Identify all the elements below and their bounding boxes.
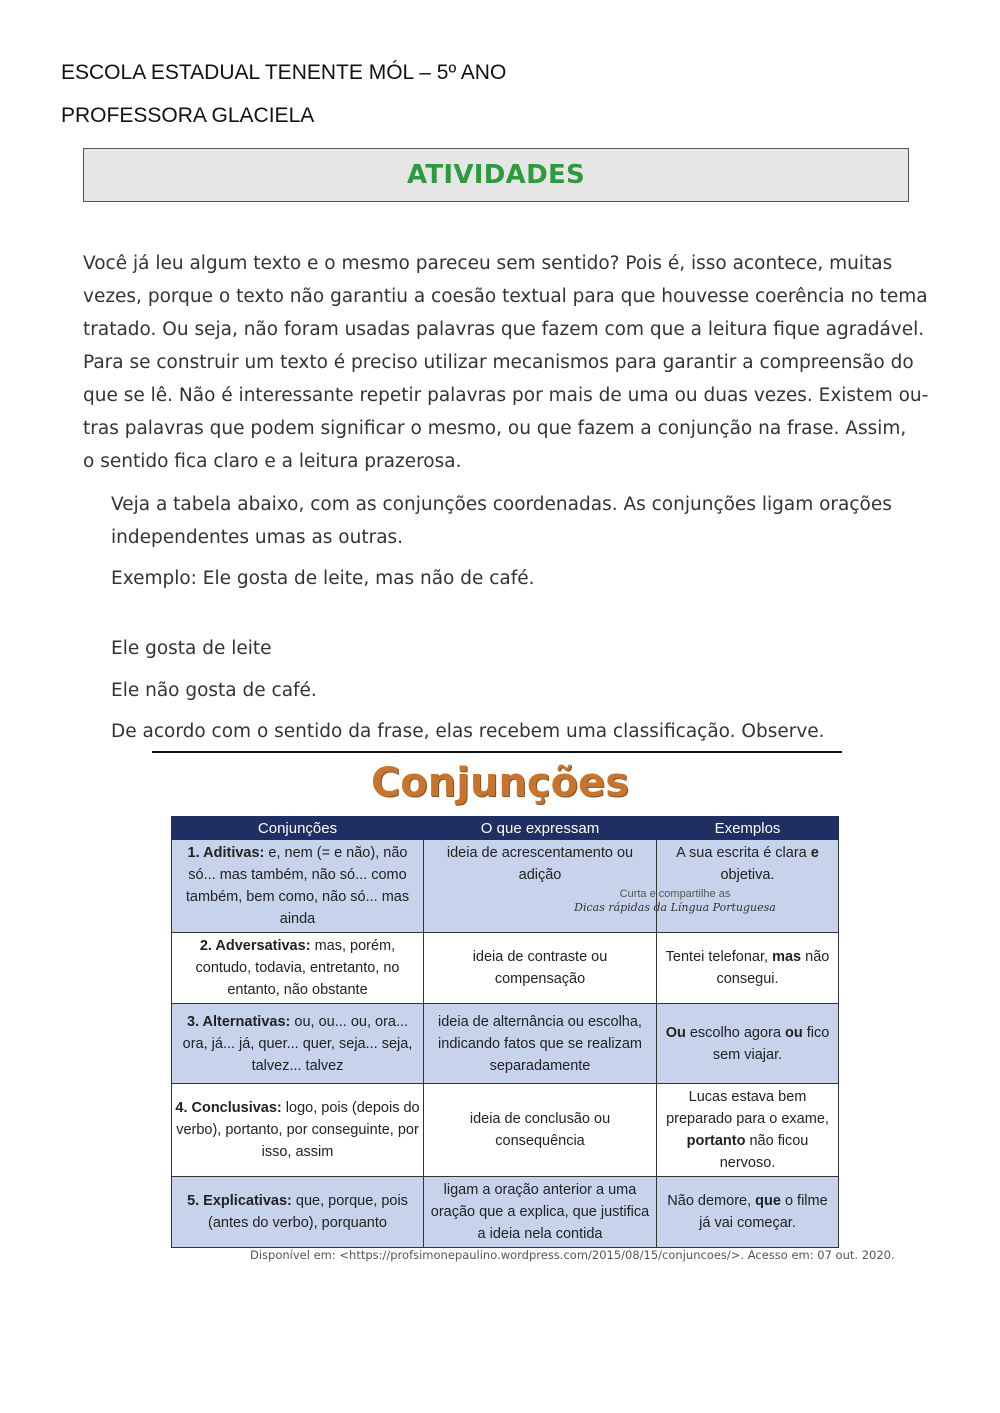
table-row <box>172 1177 839 1248</box>
example-cell: Ou escolho agora ou fico sem viajar. <box>657 1004 839 1084</box>
paragraph-line: o sentido fica claro e a leitura prazerosa. <box>83 451 462 472</box>
teacher-name: PROFESSORA GLACIELA <box>61 104 315 127</box>
column-header: Conjunções <box>172 817 424 840</box>
table-header-row <box>172 817 839 840</box>
conjunction-cell: 4. Conclusivas: logo, pois (depois do verbo), portanto, por conseguinte, por isso, assim <box>172 1084 424 1177</box>
column-header: Exemplos <box>657 817 839 840</box>
credit-line: Curta e compartilhe as <box>619 888 731 900</box>
example-cell: Tentei telefonar, mas não consegui. <box>657 933 839 1004</box>
example-cell: Lucas estava bem preparado para o exame, portanto não ficou nervoso. <box>657 1084 839 1177</box>
sentence-2: Ele não gosta de café. <box>111 680 317 701</box>
example-cell: A sua escrita é clara e objetiva. <box>657 840 839 933</box>
example-sentence: Exemplo: Ele gosta de leite, mas não de café. <box>111 568 535 589</box>
table-row <box>172 1004 839 1084</box>
paragraph-line: Você já leu algum texto e o mesmo pareceu sem sentido? Pois é, isso acontece, muitas <box>83 253 893 274</box>
conjunction-cell: 3. Alternativas: ou, ou... ou, ora... ora, já... já, quer... quer, seja... seja, talvez... talvez <box>172 1004 424 1084</box>
example-cell: Não demore, que o filme já vai começar. <box>657 1177 839 1248</box>
conjunction-cell: 2. Adversativas: mas, porém, contudo, todavia, entretanto, no entanto, não obstante <box>172 933 424 1004</box>
column-header: O que expressam <box>424 817 657 840</box>
credit-brand: Dicas rápidas da Língua Portuguesa <box>574 901 776 914</box>
meaning-cell: ideia de conclusão ou consequência <box>424 1084 657 1177</box>
meaning-cell: ideia de alternância ou escolha, indicando fatos que se realizam separadamente <box>424 1004 657 1084</box>
table-heading: Conjunções <box>370 760 630 806</box>
sentence-1: Ele gosta de leite <box>111 638 272 659</box>
divider <box>152 751 842 753</box>
paragraph-line: independentes umas as outras. <box>111 527 404 548</box>
table-row <box>172 933 839 1004</box>
paragraph-line: tras palavras que podem significar o mesmo, ou que fazem a conjunção na frase. Assim, <box>83 418 907 439</box>
meaning-cell: ideia de acrescentamento ou adição <box>424 840 657 933</box>
paragraph-line: que se lê. Não é interessante repetir palavras por mais de uma ou duas vezes. Existem ou- <box>83 385 929 406</box>
paragraph-line: tratado. Ou seja, não foram usadas palavras que fazem com que a leitura fique agradável. <box>83 319 925 340</box>
meaning-cell: ligam a oração anterior a uma oração que a explica, que justifica a ideia nela contida <box>424 1177 657 1248</box>
paragraph-line: vezes, porque o texto não garantiu a coesão textual para que houvesse coerência no tema <box>83 286 928 307</box>
source-citation: Disponível em: <https://profsimonepaulino.wordpress.com/2015/08/15/conjuncoes/>. Acesso em: 07 out. 2020. <box>250 1248 895 1262</box>
observe-text: De acordo com o sentido da frase, elas recebem uma classificação. Observe. <box>111 721 825 742</box>
title-banner <box>83 148 909 202</box>
conjunction-cell: 1. Aditivas: e, nem (= e não), não só... mas também, não só... como também, bem como, não só... mas ainda <box>172 840 424 933</box>
watermark-credit <box>555 887 795 915</box>
paragraph-line: Para se construir um texto é preciso utilizar mecanismos para garantir a compreensão do <box>83 352 914 373</box>
table-row <box>172 840 839 933</box>
conjunction-cell: 5. Explicativas: que, porque, pois (antes do verbo), porquanto <box>172 1177 424 1248</box>
school-name: ESCOLA ESTADUAL TENENTE MÓL – 5º ANO <box>61 61 507 84</box>
conjunctions-table <box>171 816 839 1248</box>
paragraph-line: Veja a tabela abaixo, com as conjunções coordenadas. As conjunções ligam orações <box>111 494 892 515</box>
meaning-cell: ideia de contraste ou compensação <box>424 933 657 1004</box>
table-row <box>172 1084 839 1177</box>
page-title: ATIVIDADES <box>406 160 586 190</box>
